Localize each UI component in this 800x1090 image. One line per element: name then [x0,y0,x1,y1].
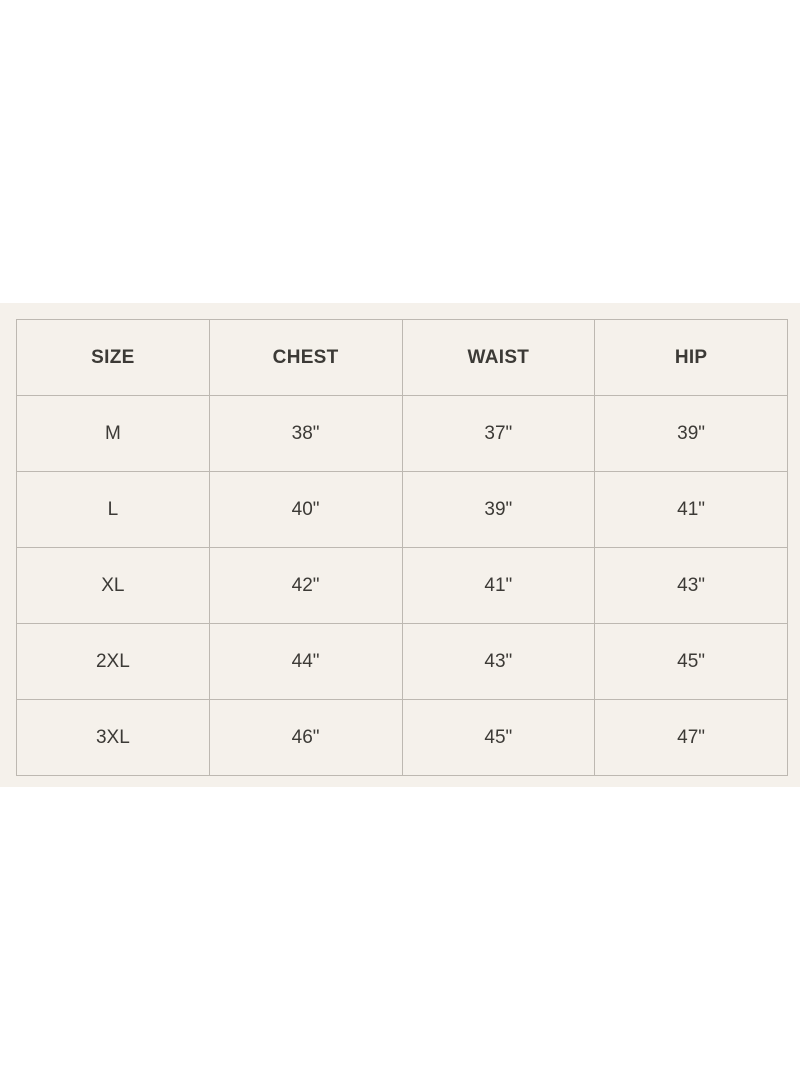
cell-waist: 41" [402,548,595,624]
header-size: SIZE [17,320,210,396]
cell-chest: 42" [209,548,402,624]
cell-size: M [17,396,210,472]
header-row [17,320,788,396]
size-chart-table [16,319,788,776]
cell-hip: 47" [595,700,788,776]
cell-waist: 37" [402,396,595,472]
cell-size: 3XL [17,700,210,776]
cell-chest: 40" [209,472,402,548]
cell-hip: 41" [595,472,788,548]
header-waist: WAIST [402,320,595,396]
cell-chest: 46" [209,700,402,776]
cell-size: L [17,472,210,548]
cell-size: 2XL [17,624,210,700]
table-row [17,548,788,624]
cell-waist: 45" [402,700,595,776]
cell-hip: 43" [595,548,788,624]
cell-chest: 38" [209,396,402,472]
header-chest: CHEST [209,320,402,396]
cell-chest: 44" [209,624,402,700]
cell-hip: 39" [595,396,788,472]
cell-waist: 43" [402,624,595,700]
table-row [17,700,788,776]
table-row [17,624,788,700]
table-row [17,472,788,548]
table-row [17,396,788,472]
cell-waist: 39" [402,472,595,548]
header-hip: HIP [595,320,788,396]
cell-size: XL [17,548,210,624]
cell-hip: 45" [595,624,788,700]
size-chart-panel [0,303,800,787]
